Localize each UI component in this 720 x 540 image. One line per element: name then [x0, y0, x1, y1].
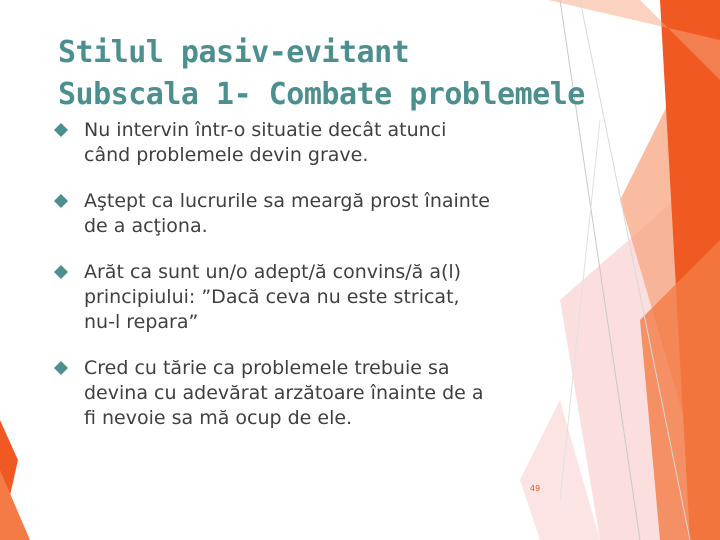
bullet-item [54, 260, 554, 335]
bullet-text: Aştept ca lucrurile sa meargă prost înainte de a acţiona. [84, 190, 490, 237]
diamond-bullet-icon [54, 123, 68, 137]
bullet-text: Arăt ca sunt un/o adept/ă convins/ă a(l) principiului: ”Dacă ceva nu este stricat, nu-l repara” [84, 261, 462, 333]
slide-title [58, 32, 618, 116]
diamond-bullet-icon [54, 265, 68, 279]
bullet-item [54, 118, 554, 168]
bullet-list [54, 118, 554, 452]
diamond-bullet-icon [54, 194, 68, 208]
title-line-1: Stilul pasiv-evitant [58, 35, 410, 70]
diamond-bullet-icon [54, 361, 68, 375]
bullet-text: Cred cu tărie ca problemele trebuie sa devina cu adevărat arzătoare înainte de a fi nevoie sa mă ocup de ele. [84, 357, 484, 429]
bullet-item [54, 356, 554, 431]
bullet-item [54, 189, 554, 239]
title-line-2: Subscala 1- Combate problemele [58, 77, 585, 112]
left-accent-stripe-light [0, 470, 30, 540]
page-number: 49 [530, 484, 541, 493]
bullet-text: Nu intervin într-o situatie decât atunci când problemele devin grave. [84, 119, 447, 166]
